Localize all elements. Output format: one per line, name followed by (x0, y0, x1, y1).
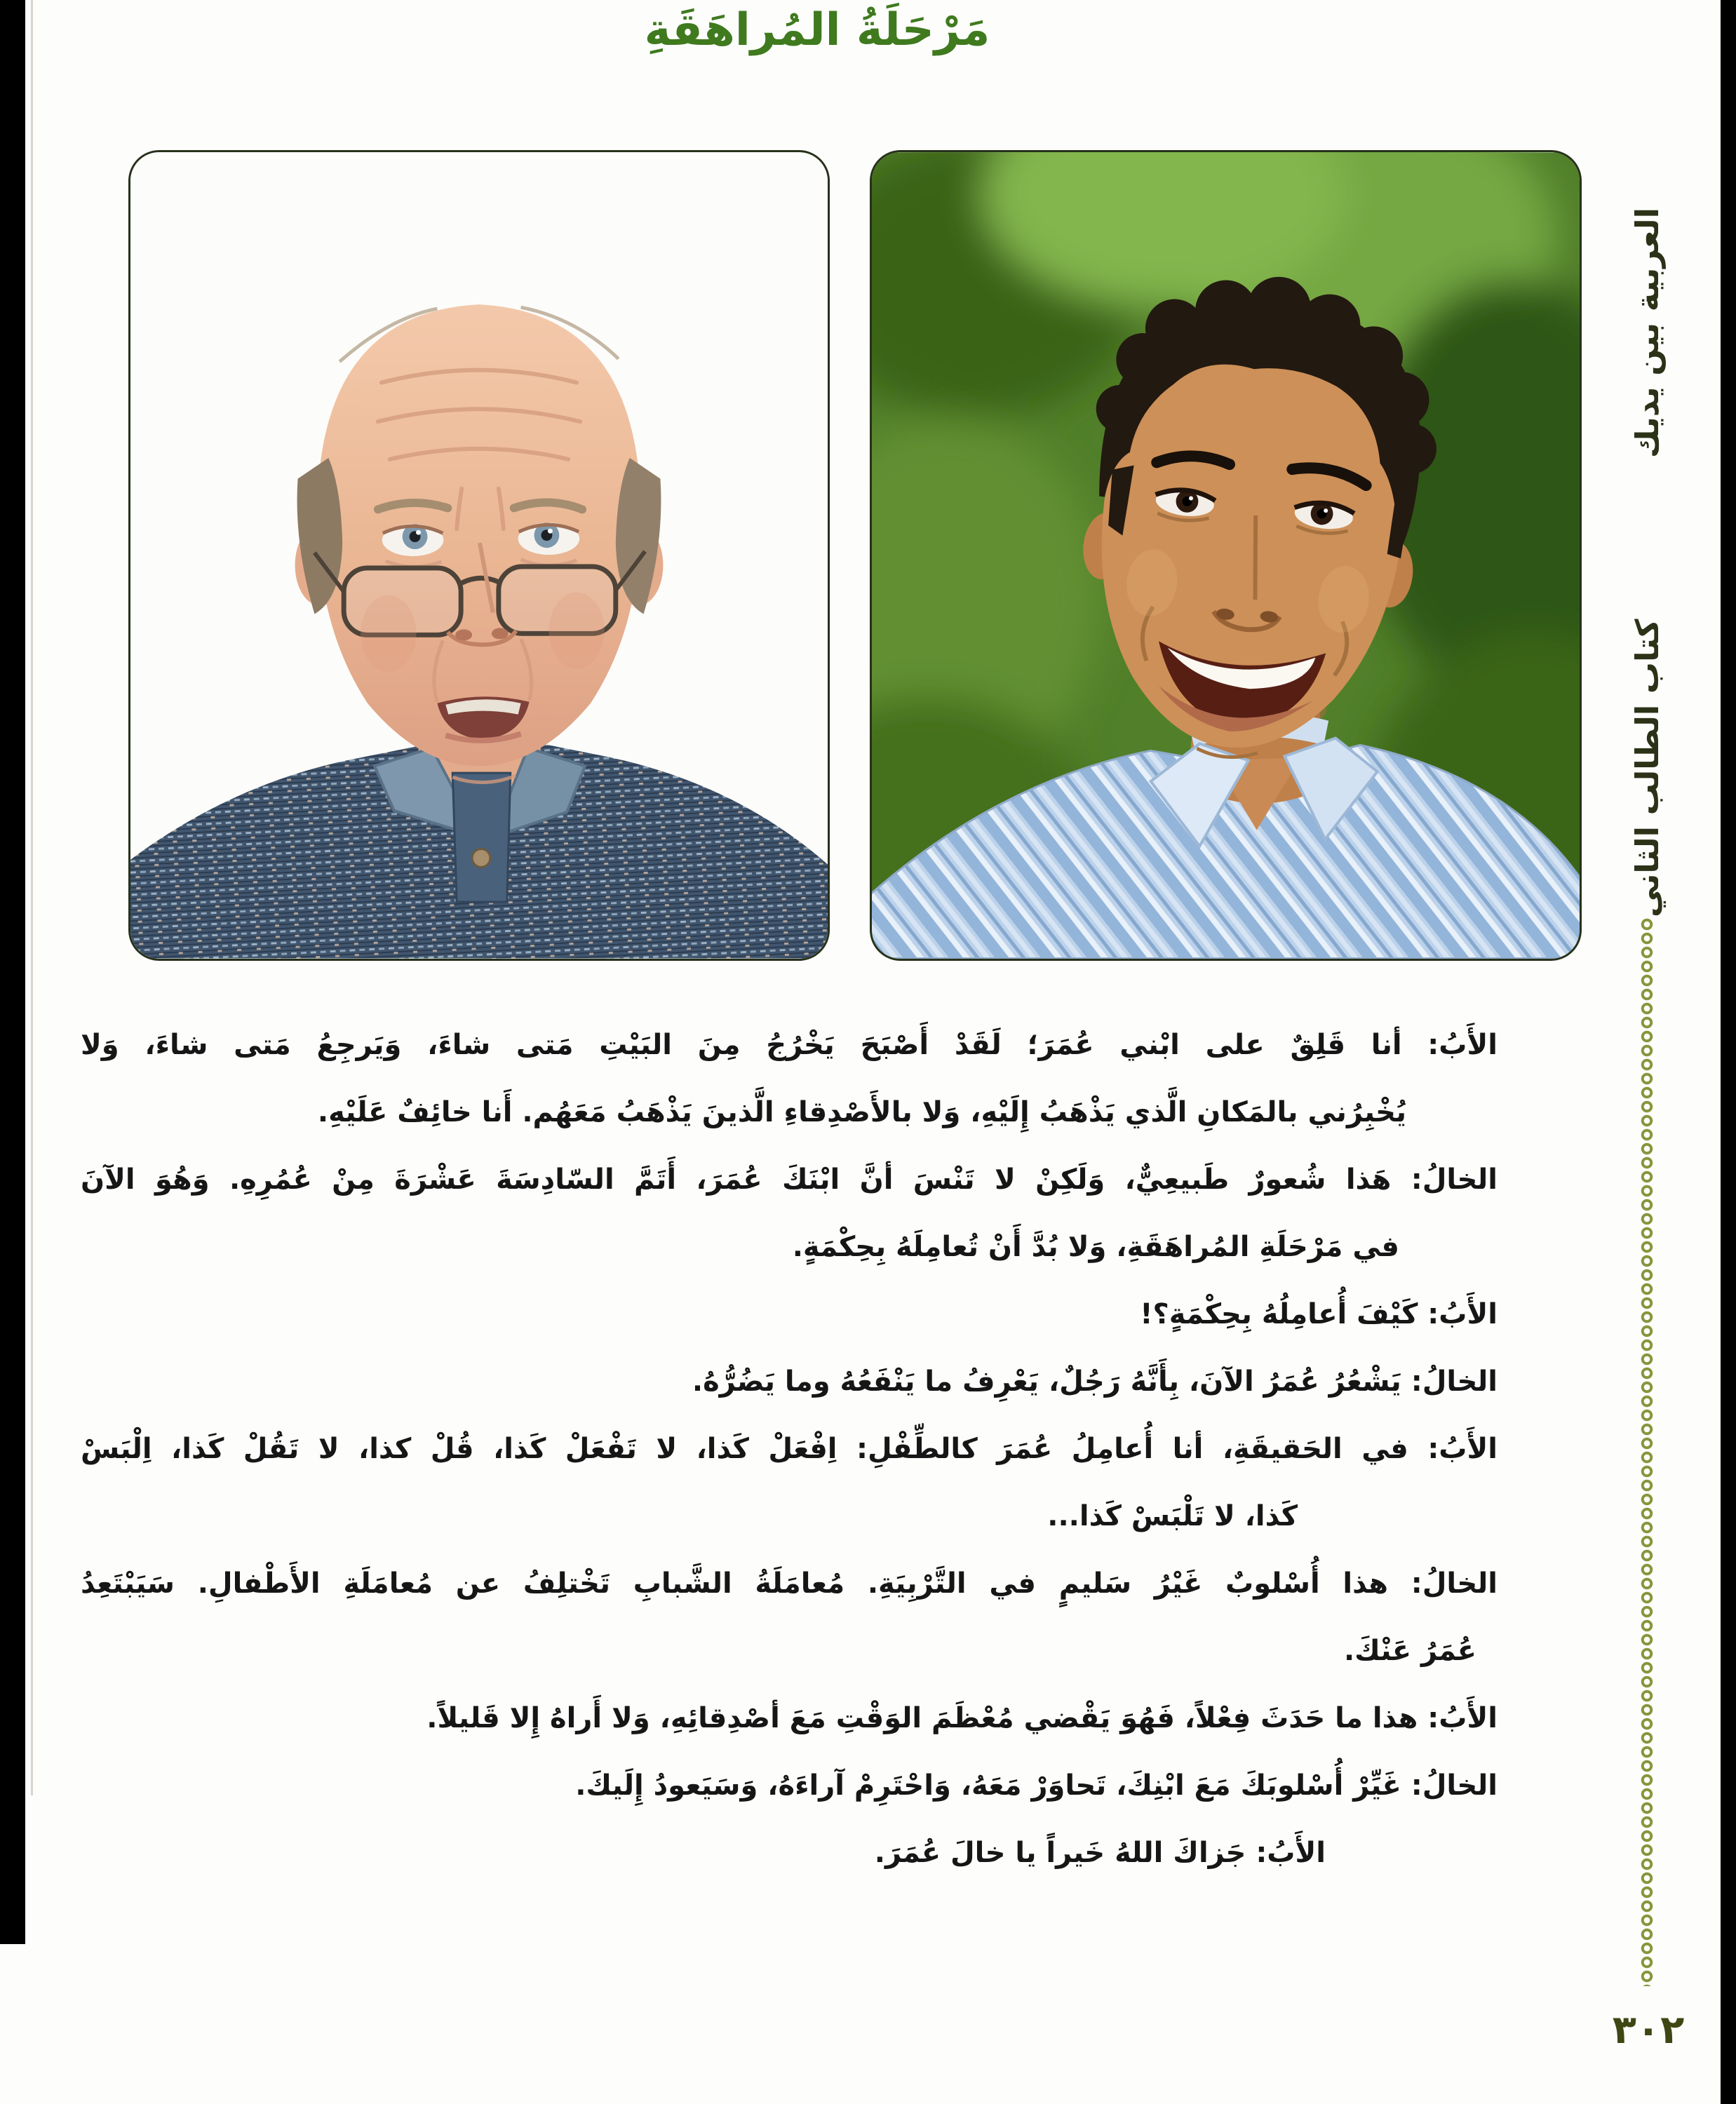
dialogue (81, 1011, 1498, 1887)
sidebar-book-title: كتاب الطالب الثاني (1628, 619, 1666, 917)
dialogue-line: الخالُ: هَذا شُعورٌ طَبيعِيٌّ، وَلَكِنْ لا تَنْسَ أنَّ ابْنَكَ عُمَرَ، أَتَمَّ السّادِسَةَ عَشْرَةَ مِنْ عُمُرِهِ. وَهُوَ الآنَ (81, 1164, 1498, 1196)
dialogue-line: الأَبُ: جَزاكَ اللهُ خَيراً يا خالَ عُمَرَ. (874, 1837, 1326, 1869)
dialogue-line: الخالُ: غَيِّرْ أُسْلوبَكَ مَعَ ابْنِكَ، تَحاوَرْ مَعَهُ، وَاحْتَرِمْ آراءَهُ، وَسَيَعودُ إِلَيكَ. (575, 1769, 1498, 1802)
dialogue-line: كَذا، لا تَلْبَسْ كَذا... (1047, 1500, 1298, 1532)
sidebar-series-title: العربية بين يديك (1628, 208, 1666, 459)
dialogue-line: يُخْبِرُني بالمَكانِ الَّذي يَذْهَبُ إِلَيْهِ، وَلا بالأَصْدِقاءِ الَّذينَ يَذْهَبُ مَعَهُم. أَنا خائِفٌ عَلَيْهِ. (317, 1096, 1406, 1128)
page-title: مَرْحَلَةُ المُراهَقَةِ (644, 4, 990, 56)
dialogue-line: الأَبُ: هذا ما حَدَثَ فِعْلاً، فَهُوَ يَقْضي مُعْظَمَ الوَقْتِ مَعَ أصْدِقائِهِ، وَلا أَراهُ إِلا قَليلاً. (426, 1702, 1498, 1734)
sidebar (1615, 208, 1679, 917)
photo-son (870, 150, 1582, 961)
scan-fold-line (31, 0, 33, 1795)
scan-strip-left (0, 0, 25, 1944)
dialogue-line: الخالُ: يَشْعُرُ عُمَرُ الآنَ، بِأَنَّهُ رَجُلٌ، يَعْرِفُ ما يَنْفَعُهُ وما يَضُرُّهُ. (692, 1365, 1498, 1398)
dialogue-line: عُمَرُ عَنْكَ. (1343, 1635, 1476, 1667)
photo-father (128, 150, 830, 961)
dialogue-line: في مَرْحَلَةِ المُراهَقَةِ، وَلا بُدَّ أَنْ تُعامِلَهُ بِحِكْمَةٍ. (792, 1231, 1399, 1263)
father-illustration (130, 152, 828, 959)
scan-strip-right (1721, 0, 1736, 2104)
son-illustration (872, 152, 1580, 959)
page-number: ٣٠٢ (1612, 2007, 1685, 2053)
decorative-chain-ornament (1637, 917, 1657, 1986)
dialogue-line: الأَبُ: في الحَقيقَةِ، أنا أُعامِلُ عُمَرَ كالطِّفْلِ: اِفْعَلْ كَذا، لا تَفْعَلْ كَذا، قُلْ كذا، لا تَقُلْ كَذا، اِلْبَسْ (81, 1433, 1498, 1465)
dialogue-line: الخالُ: هذا أُسْلوبٌ غَيْرُ سَليمٍ في التَّرْبِيَةِ. مُعامَلَةُ الشَّبابِ تَخْتلِفُ عن مُعامَلَةِ الأَطْفالِ. سَيَبْتَعِدُ (81, 1567, 1498, 1600)
sidebar-rotated-text (1615, 208, 1679, 917)
dialogue-line: الأَبُ: كَيْفَ أُعامِلُهُ بِحِكْمَةٍ؟! (1140, 1298, 1498, 1330)
dialogue-line: الأَبُ: أنا قَلِقٌ على ابْني عُمَرَ؛ لَقَدْ أَصْبَحَ يَخْرُجُ مِنَ البَيْتِ مَتى شاءَ، وَيَرجِعُ مَتى شاءَ، وَلا (81, 1029, 1498, 1061)
